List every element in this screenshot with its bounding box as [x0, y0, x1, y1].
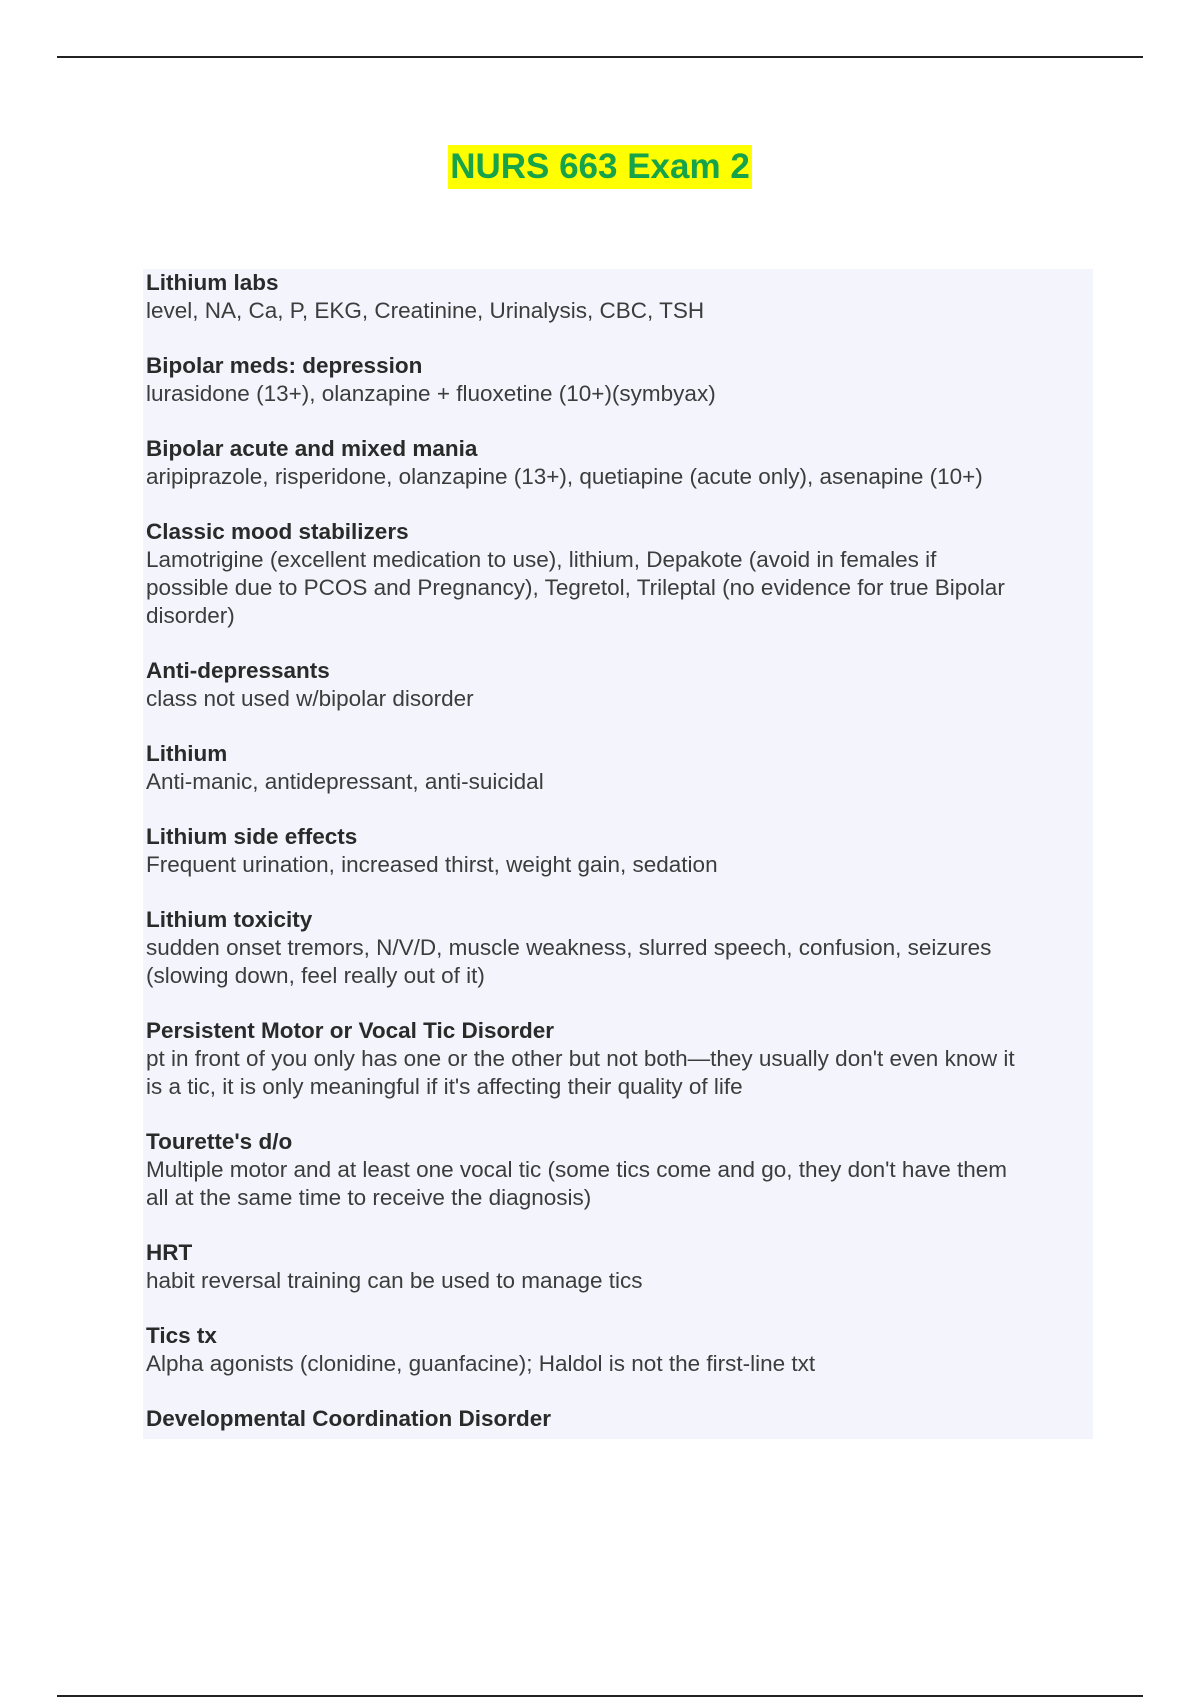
flashcard — [143, 823, 1093, 879]
flashcard — [143, 352, 1093, 408]
card-definition: aripiprazole, risperidone, olanzapine (13+), quetiapine (acute only), asenapine (10+) — [146, 464, 983, 489]
flashcard — [143, 1128, 1093, 1212]
card-definition: Multiple motor and at least one vocal tic (some tics come and go, they don't have them all at the same time to receive the diagnosis) — [146, 1157, 1007, 1210]
card-definition: level, NA, Ca, P, EKG, Creatinine, Urinalysis, CBC, TSH — [146, 298, 705, 323]
card-term: Bipolar acute and mixed mania — [146, 436, 478, 461]
card-definition: Lamotrigine (excellent medication to use), lithium, Depakote (avoid in females if possible due to PCOS and Pregnancy), Tegretol, Trileptal (no evidence for true Bipolar disorder) — [146, 547, 1005, 628]
flashcard — [143, 269, 1093, 325]
card-definition: Alpha agonists (clonidine, guanfacine); Haldol is not the first-line txt — [146, 1351, 816, 1376]
card-term: Lithium labs — [146, 270, 279, 295]
card-term: Classic mood stabilizers — [146, 519, 409, 544]
flashcard — [143, 657, 1093, 713]
flashcard — [143, 740, 1093, 796]
card-term: Bipolar meds: depression — [146, 353, 423, 378]
card-term: Lithium — [146, 741, 228, 766]
document-title: NURS 663 Exam 2 — [448, 145, 752, 189]
card-term: Anti-depressants — [146, 658, 330, 683]
flashcard — [143, 1405, 1093, 1433]
flashcard — [143, 1239, 1093, 1295]
card-term: Lithium toxicity — [146, 907, 313, 932]
card-term: Persistent Motor or Vocal Tic Disorder — [146, 1018, 555, 1043]
card-term: HRT — [146, 1240, 193, 1265]
card-definition: class not used w/bipolar disorder — [146, 686, 474, 711]
flashcard — [143, 435, 1093, 491]
card-definition: Frequent urination, increased thirst, weight gain, sedation — [146, 852, 718, 877]
flashcard-panel — [143, 269, 1093, 1439]
flashcard — [143, 1017, 1093, 1101]
card-term: Tics tx — [146, 1323, 217, 1348]
card-definition: habit reversal training can be used to manage tics — [146, 1268, 643, 1293]
card-definition: pt in front of you only has one or the other but not both—they usually don't even know it is a tic, it is only meaningful if it's affecting their quality of life — [146, 1046, 1015, 1099]
card-definition: Anti-manic, antidepressant, anti-suicidal — [146, 769, 544, 794]
card-definition: sudden onset tremors, N/V/D, muscle weakness, slurred speech, confusion, seizures (slowing down, feel really out of it) — [146, 935, 992, 988]
card-term: Tourette's d/o — [146, 1129, 293, 1154]
flashcard — [143, 518, 1093, 630]
card-term: Developmental Coordination Disorder — [146, 1406, 552, 1431]
top-rule — [57, 56, 1143, 58]
bottom-rule — [57, 1695, 1143, 1697]
flashcard — [143, 1322, 1093, 1378]
card-term: Lithium side effects — [146, 824, 358, 849]
card-definition: lurasidone (13+), olanzapine + fluoxetine (10+)(symbyax) — [146, 381, 716, 406]
flashcard — [143, 906, 1093, 990]
title-area — [0, 145, 1200, 189]
